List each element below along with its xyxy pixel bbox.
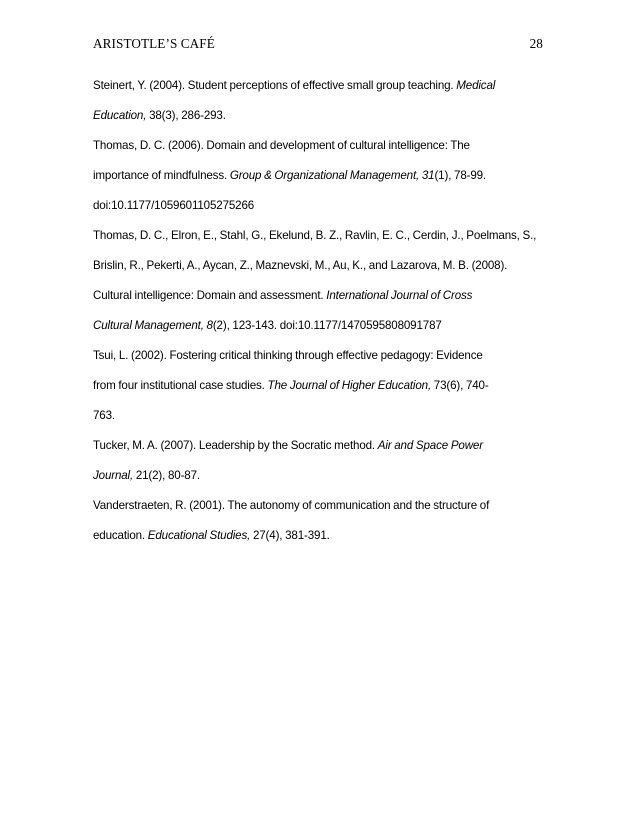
reference-line <box>93 521 553 551</box>
reference-entry <box>93 71 553 131</box>
reference-text: education. <box>93 529 148 542</box>
reference-entry <box>93 491 553 551</box>
reference-line <box>93 131 553 161</box>
reference-text: Steinert, Y. (2004). Student perceptions of effective small group teaching. <box>93 79 457 92</box>
reference-text: 38(3), 286-293. <box>146 109 226 122</box>
reference-entry <box>93 431 553 491</box>
reference-text: 27(4), 381-391. <box>250 529 330 542</box>
reference-text: 763. <box>93 409 115 422</box>
reference-entry <box>93 131 553 221</box>
reference-italic-text: Journal, <box>93 469 134 482</box>
reference-line <box>93 101 553 131</box>
reference-list <box>93 71 553 551</box>
reference-line <box>93 251 553 281</box>
reference-entry <box>93 341 553 431</box>
reference-text: Thomas, D. C., Elron, E., Stahl, G., Ekelund, B. Z., Ravlin, E. C., Cerdin, J., Poelmans, S., <box>93 229 537 242</box>
reference-text: Tsui, L. (2002). Fostering critical thinking through effective pedagogy: Evidence <box>93 349 483 362</box>
reference-text: 73(6), 740- <box>431 379 489 392</box>
reference-text: Tucker, M. A. (2007). Leadership by the Socratic method. <box>93 439 378 452</box>
reference-text: from four institutional case studies. <box>93 379 268 392</box>
reference-text: importance of mindfulness. <box>93 169 230 182</box>
reference-text: Brislin, R., Pekerti, A., Aycan, Z., Maznevski, M., Au, K., and Lazarova, M. B. (2008). <box>93 259 508 272</box>
reference-italic-text: Education, <box>93 109 147 122</box>
reference-line <box>93 431 553 461</box>
reference-text: Cultural intelligence: Domain and assessment. <box>93 289 327 302</box>
reference-text: 21(2), 80-87. <box>133 469 200 482</box>
reference-line <box>93 191 553 221</box>
reference-line <box>93 161 553 191</box>
reference-line <box>93 491 553 521</box>
reference-italic-text: Air and Space Power <box>377 439 483 452</box>
reference-line <box>93 461 553 491</box>
reference-italic-text: Group & Organizational Management, 31 <box>229 169 435 182</box>
reference-line <box>93 371 553 401</box>
reference-italic-text: The Journal of Higher Education, <box>267 379 432 392</box>
reference-text: Vanderstraeten, R. (2001). The autonomy of communication and the structure of <box>93 499 490 512</box>
reference-line <box>93 71 553 101</box>
reference-line <box>93 341 553 371</box>
reference-italic-text: Medical <box>456 79 496 92</box>
reference-text: doi:10.1177/1059601105275266 <box>93 199 255 212</box>
reference-line <box>93 281 553 311</box>
reference-line <box>93 401 553 431</box>
reference-text: Thomas, D. C. (2006). Domain and development of cultural intelligence: The <box>93 139 470 152</box>
reference-italic-text: Educational Studies, <box>147 529 251 542</box>
reference-line <box>93 221 553 251</box>
reference-text: (1), 78-99. <box>434 169 487 182</box>
running-head <box>93 36 543 56</box>
reference-italic-text: Cultural Management, 8 <box>93 319 213 332</box>
reference-line <box>93 311 553 341</box>
reference-text: (2), 123-143. doi:10.1177/1470595808091787 <box>212 319 442 332</box>
page-number: 28 <box>529 36 543 51</box>
reference-entry <box>93 221 553 341</box>
reference-italic-text: International Journal of Cross <box>326 289 473 302</box>
running-head-title: ARISTOTLE’S CAFÉ <box>93 36 215 51</box>
